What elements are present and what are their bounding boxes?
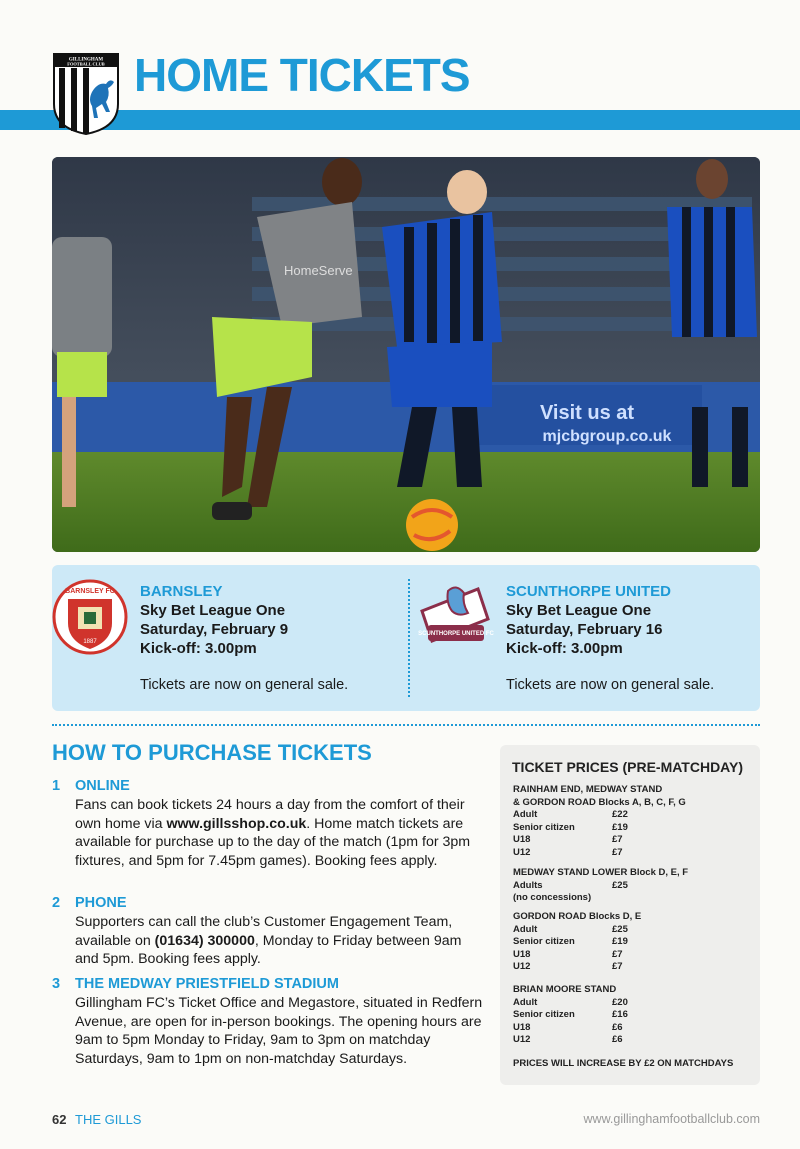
price-row: Adult £25 [513,923,628,935]
step-number: 3 [52,976,61,992]
fixture-barnsley [52,565,392,711]
price-row: Senior citizen £19 [513,936,628,947]
gillingham-crest-icon [52,52,120,136]
price-row: U18 £7 [513,948,623,960]
matchday-price-note: PRICES WILL INCREASE BY £2 ON MATCHDAYS [513,1058,734,1069]
fixture-team-name: BARNSLEY [140,583,223,600]
magazine-name: THE GILLS [75,1112,142,1127]
fixture-sale-status: Tickets are now on general sale. [506,677,715,693]
scunthorpe-badge-text: SCUNTHORPE UNITED FC [418,631,494,637]
price-row: U18 £7 [513,834,623,845]
ticket-prices-panel [500,745,760,1085]
shirt-sponsor: HomeServe [284,263,353,278]
price-row: U12 £6 [513,1034,623,1045]
fixture-kickoff: Kick-off: 3.00pm [506,640,623,657]
section-divider [52,724,760,726]
barnsley-badge-year: 1887 [83,639,97,645]
step-number: 2 [52,895,61,911]
step-body: Fans can book tickets 24 hours a day from the comfort of their own home via www.gillsshop.co.uk. Home match tickets are available for purchase up to the day of the match (1pm for 3pm fixtures, and 5pm for 7.45pm games). Booking fees apply. [75,797,471,869]
price-section-heading: RAINHAM END, MEDWAY STAND [513,784,663,795]
step-title: THE MEDWAY PRIESTFIELD STADIUM [75,976,339,992]
ticket-prices-title: TICKET PRICES (PRE-MATCHDAY) [512,759,744,775]
page-number: 62 [52,1112,67,1127]
fixture-divider [408,579,410,697]
price-row: Adult £22 [513,809,628,820]
fixture-sale-status: Tickets are now on general sale. [140,677,349,693]
price-section-heading: MEDWAY STAND LOWER Block D, E, F [513,867,689,878]
purchase-step-online [52,778,472,893]
page-title: HOME TICKETS [134,49,470,101]
fixture-date: Saturday, February 9 [140,621,289,638]
fixtures-panel [52,565,760,711]
barnsley-badge-text: BARNSLEY FC [65,588,115,595]
club-website-link[interactable]: www.gillinghamfootballclub.com [583,1112,760,1126]
price-row: Senior citizen £19 [513,821,628,833]
price-section-heading: BRIAN MOORE STAND [513,984,617,995]
scunthorpe-badge-icon [418,579,494,655]
step-body: Supporters can call the club’s Customer Engagement Team, available on (01634) 300000, Monday to Friday between 9am and 5pm. Booking fees apply. [75,914,462,968]
step-title: ONLINE [75,778,130,794]
ad-board-line1: Visit us at [539,402,635,424]
football [406,499,458,551]
how-to-purchase-title: HOW TO PURCHASE TICKETS [52,740,372,765]
fixture-league: Sky Bet League One [140,602,286,619]
match-photo [52,157,760,552]
price-section-heading: & GORDON ROAD Blocks A, B, C, F, G [513,796,686,808]
price-section-gordon-road [513,911,753,974]
price-row: Adults £25 [513,879,628,891]
price-section-heading: GORDON ROAD Blocks D, E [513,911,642,922]
purchase-step-stadium [52,976,483,1091]
price-row: U18 £6 [513,1021,623,1033]
price-row: Senior citizen £16 [513,1009,628,1020]
price-row: Adult £20 [513,996,628,1008]
purchase-step-phone [52,895,472,970]
price-section-brian-moore [513,984,753,1047]
fixture-kickoff: Kick-off: 3.00pm [140,640,257,657]
svg-text:FOOTBALL CLUB: FOOTBALL CLUB [67,61,105,67]
ad-board-line2: mjcbgroup.co.uk [542,428,672,445]
step-number: 1 [52,778,61,794]
shop-link[interactable]: www.gillsshop.co.uk [166,815,307,832]
price-row: (no concessions) [513,892,592,903]
fixture-team-name: SCUNTHORPE UNITED [506,583,672,600]
price-row: U12 £7 [513,961,623,972]
barnsley-badge-icon [52,579,128,655]
fixture-scunthorpe [418,565,760,711]
price-row: U12 £7 [513,846,623,858]
svg-text:GILLINGHAM: GILLINGHAM [68,57,104,63]
fixture-date: Saturday, February 16 [506,621,663,638]
header-bar [0,110,800,130]
step-body: Gillingham FC’s Ticket Office and Megastore, situated in Redfern Avenue, are open for in-person bookings. The opening hours are 9am to 5pm Monday to Friday, 9am to 3pm on matchday Saturdays, 9am to 1pm on non-matchday Saturdays. [75,995,483,1067]
price-section-rainham [513,784,753,859]
fixture-league: Sky Bet League One [506,602,652,619]
step-title: PHONE [75,895,127,911]
price-section-medway-lower [513,867,753,905]
phone-number: (01634) 300000 [154,932,255,949]
